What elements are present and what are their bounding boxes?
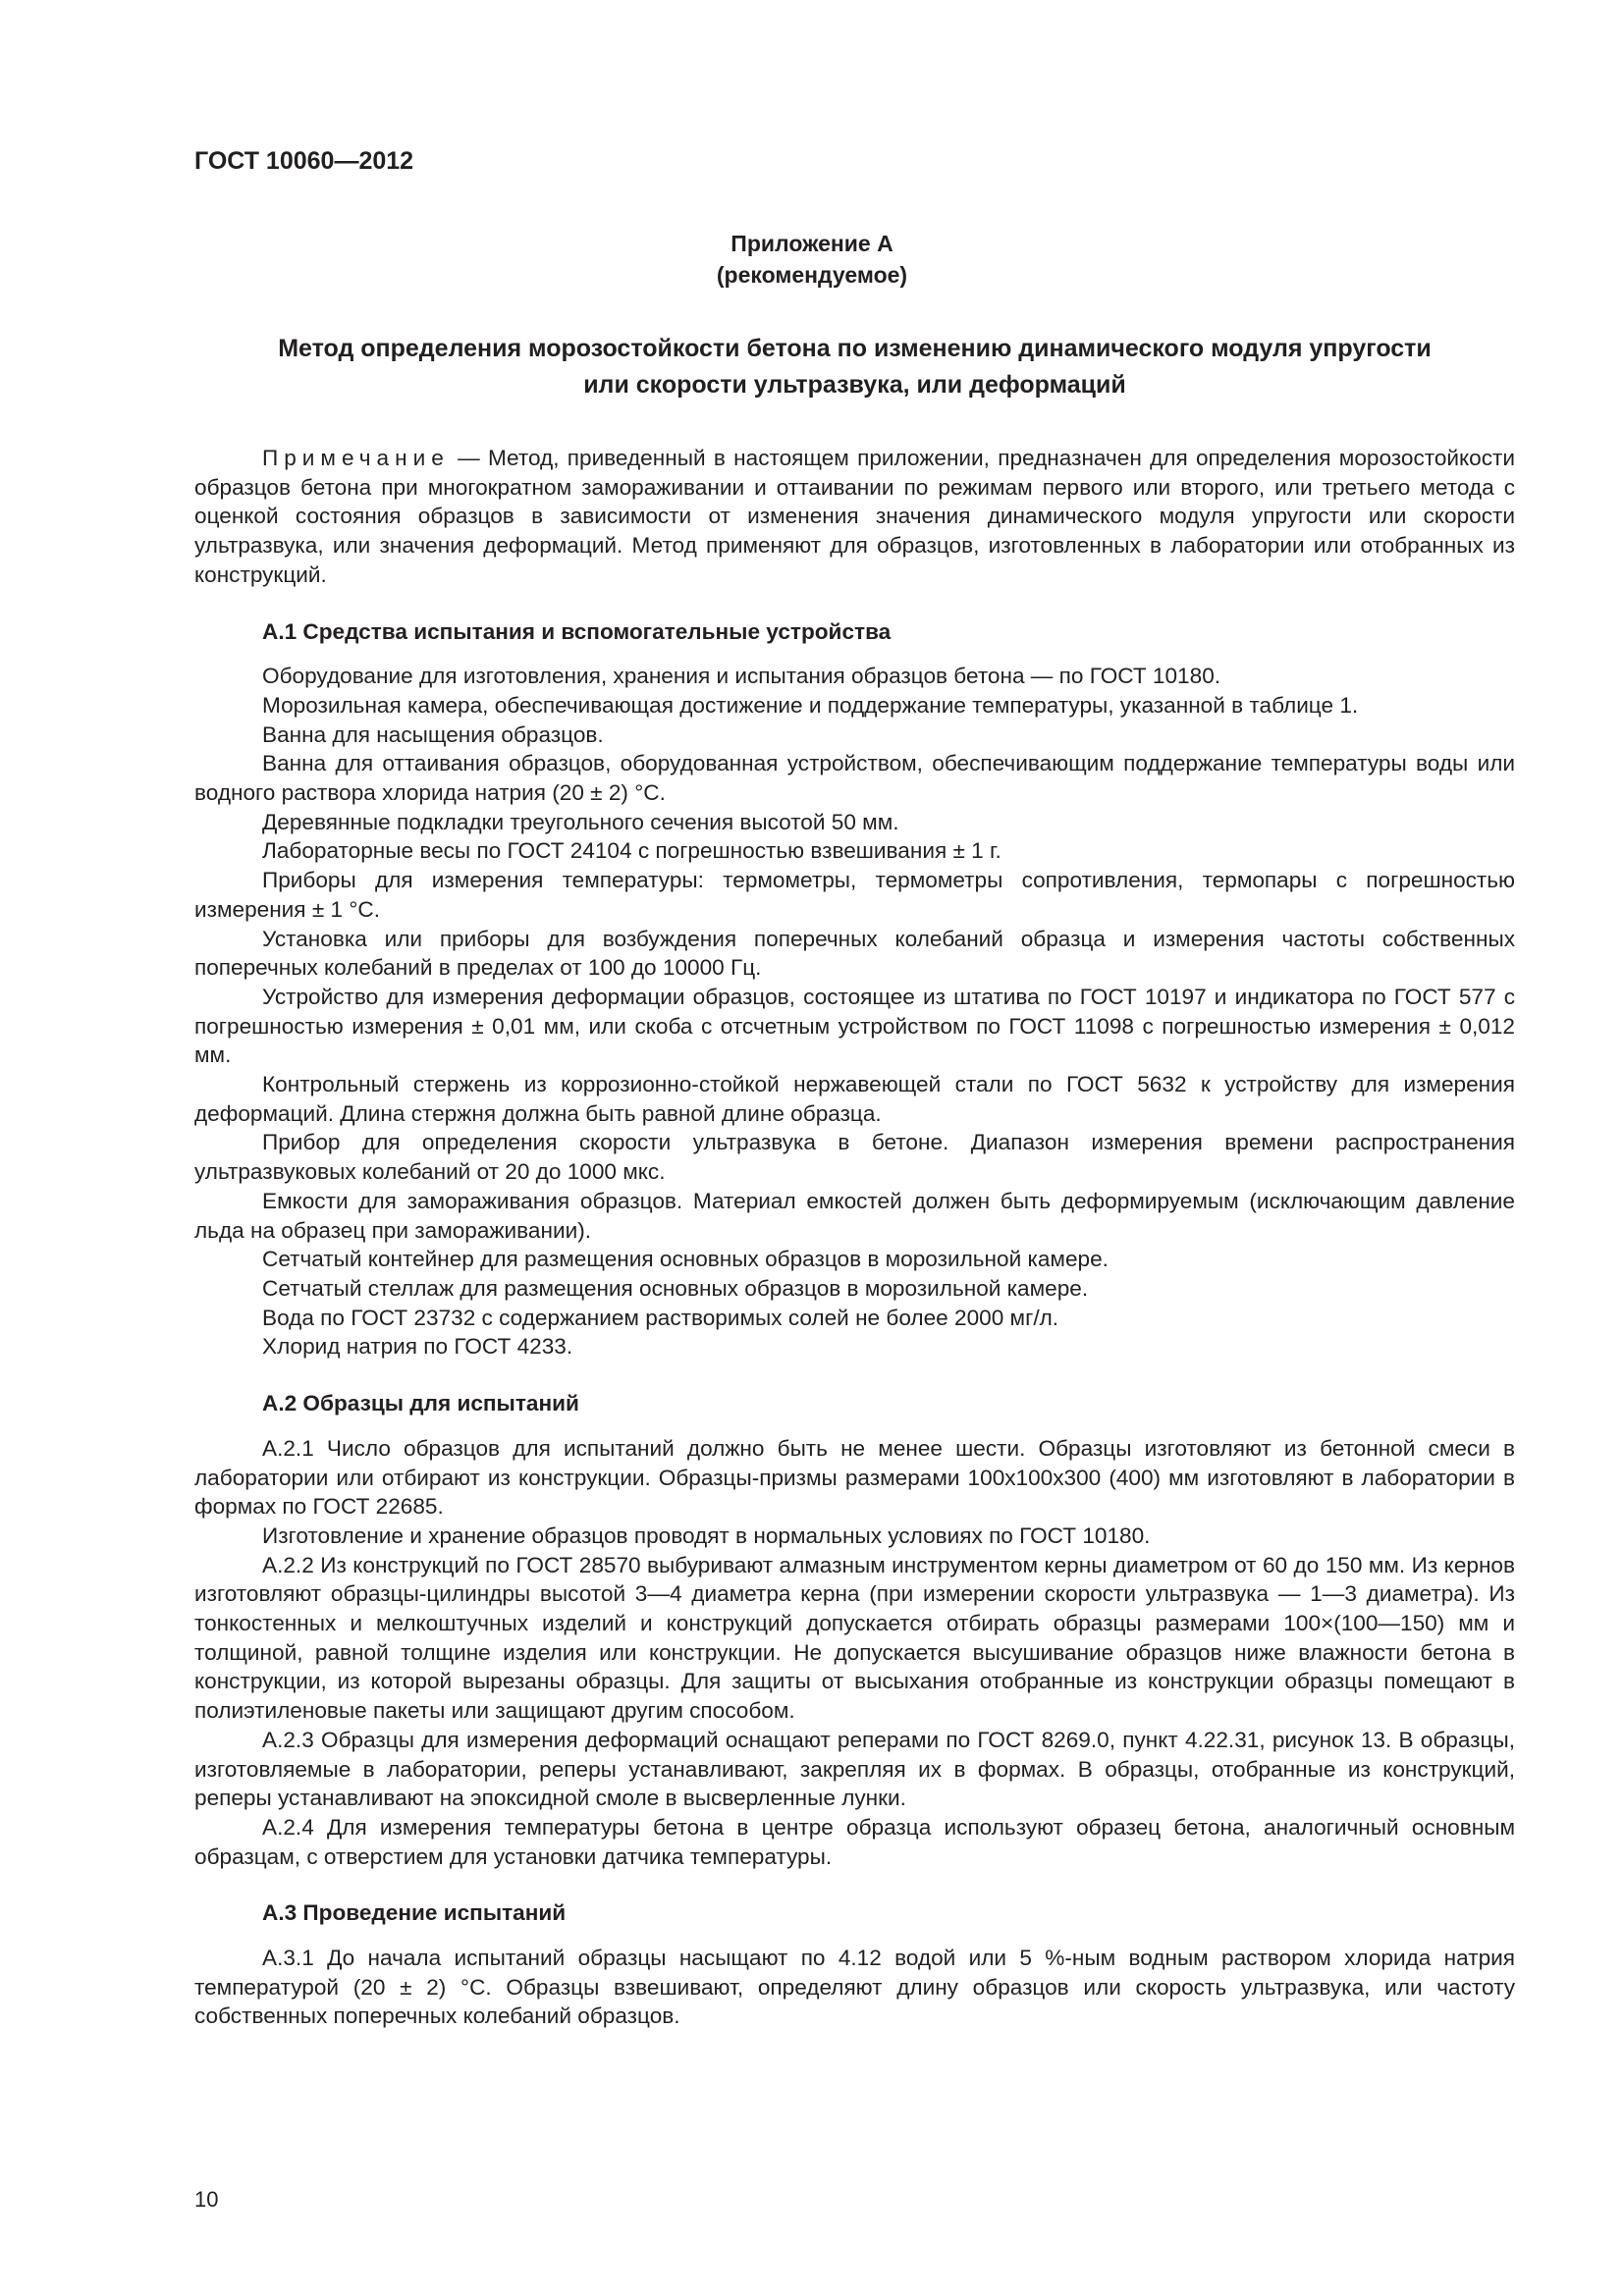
note-text: — Метод, приведенный в настоящем приложении, предназначен для определения морозостойкости образцов бетона при многократном замораживании и оттаивании по режимам первого или второго, или третьего метода с оценкой состояния образцов в зависимости от изменения значения динамического модуля упругости или скорости ультразвука, или значения деформаций. Метод применяют для образцов, изготовленных в лаборатории или отобранных из конструкций. (194, 446, 1515, 587)
section-title-line-2: или скорости ультразвука, или деформаций (583, 371, 1126, 399)
appendix-status: (рекомендуемое) (716, 262, 908, 288)
paragraph: Приборы для измерения температуры: термометры, термометры сопротивления, термопары с погрешностью измерения ± 1 °С. (194, 868, 1515, 922)
paragraph: Изготовление и хранение образцов проводят в нормальных условиях по ГОСТ 10180. (262, 1522, 1151, 1548)
paragraph: Ванна для насыщения образцов. (262, 721, 604, 747)
appendix-heading (0, 228, 1624, 291)
document-body (194, 444, 1515, 2031)
page-number: 10 (194, 2187, 219, 2212)
paragraph: А.2.4 Для измерения температуры бетона в центре образца используют образец бетона, аналогичный основным образцам, с отверстием для установки датчика температуры. (194, 1814, 1515, 1869)
paragraph: А.2.2 Из конструкций по ГОСТ 28570 выбуривают алмазным инструментом керны диаметром от 60 до 150 мм. Из кернов изготовляют образцы-цилиндры высотой 3—4 диаметра керна (при измерении скорости ультразвука — 1—3 диаметра). Из тонкостенных и мелкоштучных изделий и конструкций допускается отбирать образцы размерами 100×(100—150) мм и толщиной, равной толщине изделия или конструкции. Не допускается высушивание образцов ниже влажности бетона в конструкции, из которой вырезаны образцы. Для защиты от высыхания отобранные из конструкции образцы помещают в полиэтиленовые пакеты или защищают другим способом. (194, 1552, 1515, 1724)
paragraph: Ванна для оттаивания образцов, оборудованная устройством, обеспечивающим поддержание температуры воды или водного раствора хлорида натрия (20 ± 2) °С. (194, 751, 1515, 806)
paragraph: Морозильная камера, обеспечивающая достижение и поддержание температуры, указанной в таблице 1. (262, 692, 1359, 718)
paragraph: Оборудование для изготовления, хранения и испытания образцов бетона — по ГОСТ 10180. (262, 664, 1221, 689)
paragraph: Емкости для замораживания образцов. Материал емкостей должен быть деформируемым (исключающим давление льда на образец при замораживании). (194, 1188, 1515, 1243)
paragraph: Сетчатый контейнер для размещения основных образцов в морозильной камере. (262, 1247, 1109, 1272)
appendix-label: Приложение А (731, 231, 893, 256)
paragraph: Установка или приборы для возбуждения поперечных колебаний образца и измерения частоты собственных поперечных колебаний в пределах от 100 до 10000 Гц. (194, 926, 1515, 981)
paragraph: Хлорид натрия по ГОСТ 4233. (262, 1334, 573, 1360)
section-a2-heading: А.2 Образцы для испытаний (262, 1391, 579, 1416)
section-a3-heading: А.3 Проведение испытаний (262, 1900, 567, 1926)
document-code: ГОСТ 10060—2012 (194, 147, 414, 175)
paragraph: А.2.3 Образцы для измерения деформаций оснащают реперами по ГОСТ 8269.0, пункт 4.22.31, рисунок 13. В образцы, изготовляемые в лаборатории, реперы устанавливают, закрепляя их в формах. В образцы, отобранные из конструкций, реперы устанавливают на эпоксидной смоле в высверленные лунки. (194, 1727, 1515, 1811)
section-title (194, 331, 1515, 403)
section-title-line-1: Метод определения морозостойкости бетона по изменению динамического модуля упругости (278, 335, 1432, 362)
paragraph: Вода по ГОСТ 23732 с содержанием растворимых солей не более 2000 мг/л. (262, 1305, 1059, 1330)
paragraph: Лабораторные весы по ГОСТ 24104 с погрешностью взвешивания ± 1 г. (262, 838, 1001, 864)
paragraph: Контрольный стержень из коррозионно-стойкой нержавеющей стали по ГОСТ 5632 к устройству для измерения деформаций. Длина стержня должна быть равной длине образца. (194, 1072, 1515, 1126)
paragraph: Деревянные подкладки треугольного сечения высотой 50 мм. (262, 809, 899, 834)
paragraph: Сетчатый стеллаж для размещения основных образцов в морозильной камере. (262, 1275, 1089, 1301)
section-a1-heading: А.1 Средства испытания и вспомогательные устройства (262, 618, 892, 644)
note-paragraph (194, 444, 1515, 590)
paragraph: А.3.1 До начала испытаний образцы насыщают по 4.12 водой или 5 %-ным водным раствором хлорида натрия температурой (20 ± 2) °С. Образцы взвешивают, определяют длину образцов или скорость ультразвука, или частоту собственных поперечных колебаний образцов. (194, 1946, 1515, 2029)
paragraph: Устройство для измерения деформации образцов, состоящее из штатива по ГОСТ 10197 и индикатора по ГОСТ 577 с погрешностью измерения ± 0,01 мм, или скоба с отсчетным устройством по ГОСТ 11098 с погрешностью измерения ± 0,012 мм. (194, 984, 1515, 1068)
note-label: Примечание (262, 446, 450, 470)
paragraph: А.2.1 Число образцов для испытаний должно быть не менее шести. Образцы изготовляют из бетонной смеси в лаборатории или отбирают из конструкции. Образцы-призмы размерами 100x100x300 (400) мм изготовляют в лаборатории в формах по ГОСТ 22685. (194, 1435, 1515, 1520)
paragraph: Прибор для определения скорости ультразвука в бетоне. Диапазон измерения времени распространения ультразвуковых колебаний от 20 до 1000 мкс. (194, 1130, 1515, 1185)
